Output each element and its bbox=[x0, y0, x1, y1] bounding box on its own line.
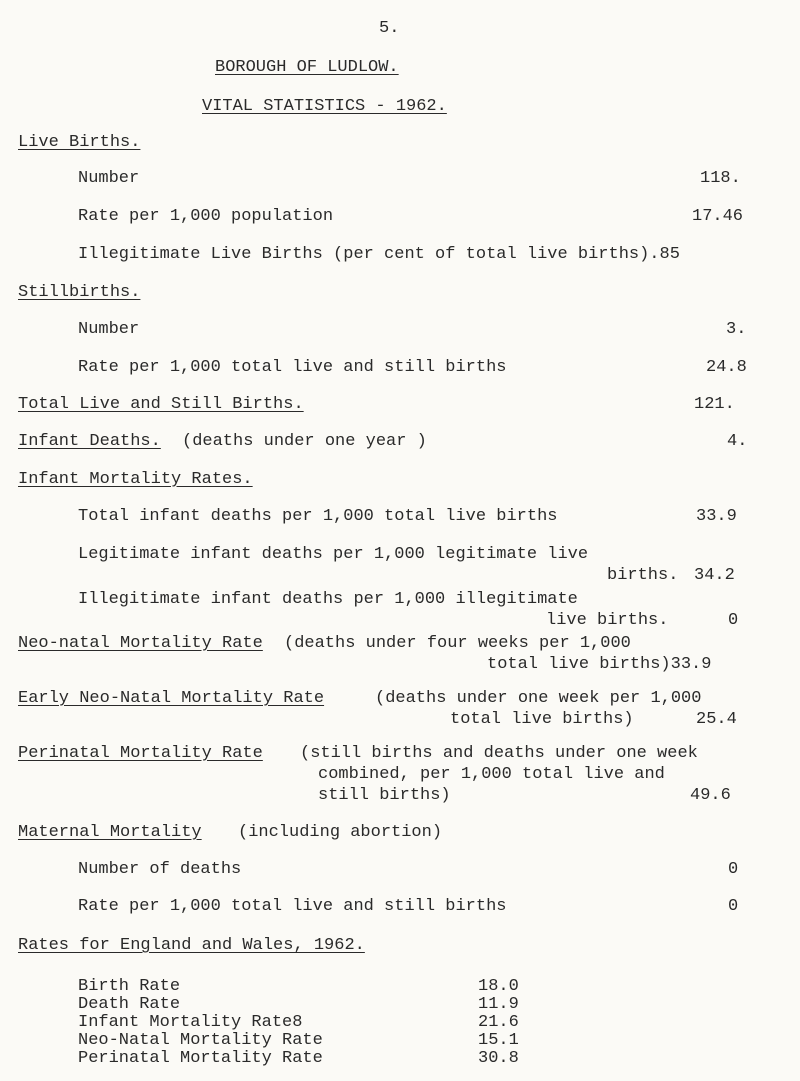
stillbirths-heading: Stillbirths. bbox=[18, 283, 141, 302]
live-births-heading: Live Births. bbox=[18, 133, 141, 152]
stillbirths-rate-label: Rate per 1,000 total live and still births bbox=[78, 358, 507, 377]
ew-row-label: Death Rate bbox=[78, 995, 181, 1014]
early-neonatal-value: 25.4 bbox=[696, 710, 737, 729]
infant-deaths-note: (deaths under one year ) bbox=[182, 432, 427, 451]
neonatal-note-2: total live births)33.9 bbox=[487, 655, 712, 674]
ew-row-value: 30.8 bbox=[478, 1049, 519, 1068]
maternal-mortality-note: (including abortion) bbox=[238, 823, 443, 842]
ew-row-value: 18.0 bbox=[478, 977, 519, 996]
illegitimate-live-births: Illegitimate Live Births (per cent of total live births).85 bbox=[78, 245, 680, 264]
perinatal-note-1: (still births and deaths under one week bbox=[300, 744, 698, 763]
live-births-rate-value: 17.46 bbox=[692, 207, 744, 226]
total-infant-deaths-value: 33.9 bbox=[696, 507, 737, 526]
infant-mortality-heading: Infant Mortality Rates. bbox=[18, 470, 253, 489]
early-neonatal-label: Early Neo-Natal Mortality Rate bbox=[18, 689, 325, 708]
illegitimate-infant-label-2: live births. bbox=[546, 611, 669, 630]
legitimate-infant-value: 34.2 bbox=[694, 566, 735, 585]
maternal-deaths-label: Number of deaths bbox=[78, 860, 242, 879]
infant-deaths-value: 4. bbox=[727, 432, 748, 451]
perinatal-value: 49.6 bbox=[690, 786, 731, 805]
maternal-deaths-value: 0 bbox=[728, 860, 739, 879]
legitimate-infant-label-1: Legitimate infant deaths per 1,000 legitimate live bbox=[78, 545, 589, 564]
ew-row-label: Neo-Natal Mortality Rate bbox=[78, 1031, 323, 1050]
page-number: 5. bbox=[379, 19, 400, 38]
ew-row-value: 11.9 bbox=[478, 995, 519, 1014]
total-births-label: Total Live and Still Births. bbox=[18, 395, 304, 414]
live-births-number-value: 118. bbox=[700, 169, 741, 188]
live-births-rate-label: Rate per 1,000 population bbox=[78, 207, 334, 226]
maternal-rate-value: 0 bbox=[728, 897, 739, 916]
total-births-value: 121. bbox=[694, 395, 735, 414]
document-title: BOROUGH OF LUDLOW. bbox=[215, 58, 399, 77]
ew-row-label: Birth Rate bbox=[78, 977, 181, 996]
total-infant-deaths-label: Total infant deaths per 1,000 total live births bbox=[78, 507, 558, 526]
stillbirths-number-label: Number bbox=[78, 320, 140, 339]
ew-row-label: Infant Mortality Rate8 bbox=[78, 1013, 303, 1032]
illegitimate-infant-label-1: Illegitimate infant deaths per 1,000 illegitimate bbox=[78, 590, 578, 609]
stillbirths-rate-value: 24.8 bbox=[706, 358, 747, 377]
ew-row-value: 21.6 bbox=[478, 1013, 519, 1032]
live-births-number-label: Number bbox=[78, 169, 140, 188]
neonatal-note-1: (deaths under four weeks per 1,000 bbox=[284, 634, 631, 653]
perinatal-note-2: combined, per 1,000 total live and bbox=[318, 765, 665, 784]
illegitimate-infant-value: 0 bbox=[728, 611, 739, 630]
maternal-rate-label: Rate per 1,000 total live and still births bbox=[78, 897, 507, 916]
early-neonatal-note-1: (deaths under one week per 1,000 bbox=[375, 689, 702, 708]
stillbirths-number-value: 3. bbox=[726, 320, 747, 339]
ew-row-value: 15.1 bbox=[478, 1031, 519, 1050]
maternal-mortality-label: Maternal Mortality bbox=[18, 823, 202, 842]
ew-row-label: Perinatal Mortality Rate bbox=[78, 1049, 323, 1068]
england-wales-heading: Rates for England and Wales, 1962. bbox=[18, 936, 365, 955]
document-subtitle: VITAL STATISTICS - 1962. bbox=[202, 97, 447, 116]
early-neonatal-note-2: total live births) bbox=[450, 710, 634, 729]
neonatal-label: Neo-natal Mortality Rate bbox=[18, 634, 263, 653]
perinatal-label: Perinatal Mortality Rate bbox=[18, 744, 263, 763]
perinatal-note-3: still births) bbox=[318, 786, 451, 805]
legitimate-infant-label-2: births. bbox=[607, 566, 679, 585]
infant-deaths-label: Infant Deaths. bbox=[18, 432, 161, 451]
